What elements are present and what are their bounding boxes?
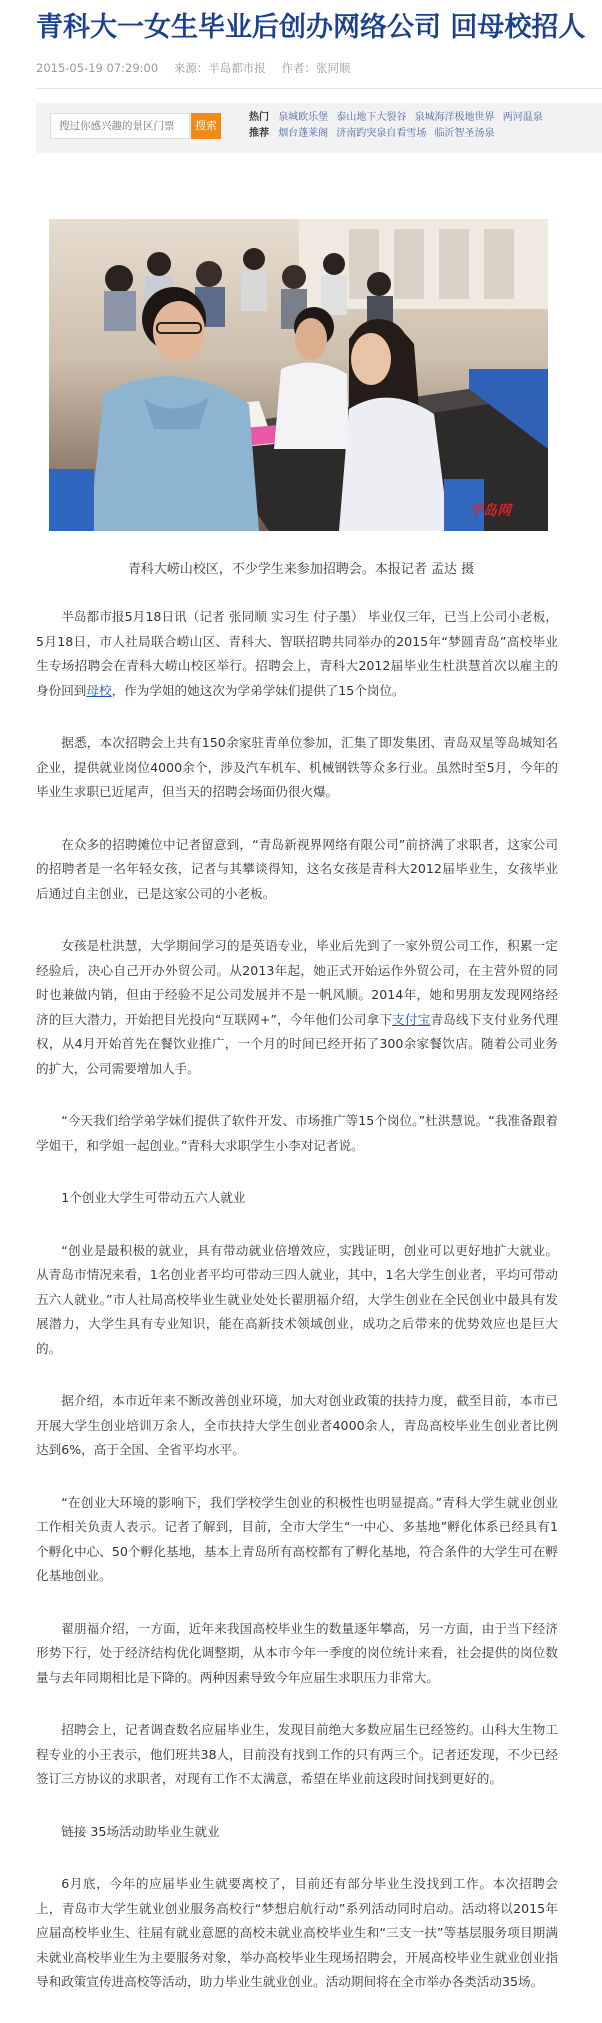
recommend-row [249, 126, 548, 142]
paragraph: 翟朋福介绍，一方面，近年来我国高校毕业生的数量逐年攀高，另一方面，由于当下经济形势下行，处于经济结构优化调整期，从本市今年一季度的岗位统计来看，社会提供的岗位数量与去年同期相比是下降的。两种因素导致今年应届生求职压力非常大。 [36, 1620, 558, 1685]
paragraph-text: 青岛线下支付业务代理权，从4月开始首先在餐饮业推广，一个月的时间已经开拓了300余家餐饮店。随着公司业务的扩大，公司需要增加人手。 [36, 1011, 559, 1076]
ticket-search-input[interactable] [50, 113, 190, 139]
article-title: 青科大一女生毕业后创办网络公司 回母校招人 [36, 12, 586, 43]
paragraph: 在众多的招聘摊位中记者留意到，“青岛新视界网络有限公司”前挤满了求职者，这家公司的招聘者是一名年轻女孩，记者与其攀谈得知，这名女孩是青科大2012届毕业生，女孩毕业后通过自主创业，已是这家公司的小老板。 [36, 836, 558, 901]
article-meta [0, 46, 602, 80]
paragraph: 据悉，本次招聘会上共有150余家驻青单位参加，汇集了即发集团、青岛双星等岛城知名企业，提供就业岗位4000余个，涉及汽车机车、机械钢铁等众多行业。虽然时至5月，今年的毕业生求职已近尾声，但当天的招聘会场面仍很火爆。 [36, 735, 558, 799]
paragraph: 据介绍，本市近年来不断改善创业环境，加大对创业政策的扶持力度，截至目前，本市已开展大学生创业培训万余人，全市扶持大学生创业者4000余人，青岛高校毕业生创业者比例达到6%，高于全国、全省平均水平。 [36, 1393, 558, 1457]
paragraph: “在创业大环境的影响下，我们学校学生创业的积极性也明显提高。”青科大学生就业创业工作相关负责人表示。记者了解到，目前，全市大学生“一中心、多基地”孵化体系已经具有1个孵化中心、50个孵化基地，基本上青岛所有高校都有了孵化基地，符合条件的大学生可在孵化基地创业。 [36, 1494, 558, 1583]
hot-link[interactable]: 泰山地下大裂谷 [336, 112, 407, 123]
hot-link[interactable]: 泉城海洋极地世界 [414, 112, 495, 123]
article-photo [49, 219, 548, 531]
ticket-search-bar [36, 103, 602, 153]
paragraph-text: 半岛都市报5月18日讯（记者 张同顺 实习生 付子墨） 毕业仅三年，已当上公司小老板，5月18日，市人社局联合崂山区、青科大、智联招聘共同举办的2015年“梦圆青岛”高校毕业生专场招聘会在青科大崂山校区举行。招聘会上，青科大2012届毕业生杜洪慧首次以雇主的身份回到 [36, 609, 558, 698]
hot-row [249, 110, 548, 126]
job-fair-photo [49, 219, 548, 531]
paragraph-text: 女孩是杜洪慧，大学期间学习的是英语专业，毕业后先到了一家外贸公司工作，积累一定经验后，决心自己开办外贸公司。从2013年起，她正式开始运作外贸公司，在主营外贸的同时也兼做内销，但由于经验不足公司发展并不是一帆风顺。2014年，她和男朋友发现网络经济的巨大潜力，开始把目光投向“互联网+”，今年他们公司拿下 [36, 938, 558, 1027]
recommend-label: 推荐 [249, 128, 269, 139]
article-author: 作者：张同顺 [281, 61, 351, 75]
paragraph [36, 934, 558, 1081]
paragraph [36, 605, 558, 703]
section-heading: 链接 35场活动助毕业生就业 [61, 1823, 220, 1839]
hot-link[interactable]: 泉城欧乐堡 [278, 112, 329, 123]
article-body [36, 605, 558, 2023]
recommend-link[interactable]: 济南趵突泉自看雪场 [336, 128, 427, 139]
alipay-link[interactable]: 支付宝 [392, 1011, 431, 1027]
paragraph: “今天我们给学弟学妹们提供了软件开发、市场推广等15个岗位。”杜洪慧说。“我准备跟着学姐干，和学姐一起创业。”青科大求职学生小李对记者说。 [36, 1113, 558, 1153]
paragraph: 招聘会上，记者调查数名应届毕业生，发现目前绝大多数应届生已经签约。山科大生物工程专业的小王表示，他们班共38人，目前没有找到工作的只有两三个。记者还发现，不少已经签订三方协议的求职者，对现有工作不太满意，希望在毕业前这段时间找到更好的。 [36, 1722, 558, 1786]
paragraph: “创业是最积极的就业，具有带动就业倍增效应，实践证明，创业可以更好地扩大就业。从青岛市情况来看，1名创业者平均可带动三四人就业，其中，1名大学生创业者，平均可带动五六人就业。”市人社局高校毕业生就业处处长翟朋福介绍，大学生创业在全民创业中最具有发展潜力，大学生具有专业知识，能在高新技术领域创业，成功之后带来的优势效应也是巨大的。 [36, 1242, 558, 1356]
recommend-link[interactable]: 临沂智圣汤泉 [434, 128, 495, 139]
hot-links [249, 110, 548, 142]
search-button[interactable]: 搜索 [191, 113, 221, 139]
publish-date: 2015-05-19 07:29:00 [36, 61, 159, 75]
hot-label: 热门 [249, 112, 269, 123]
article-source: 来源：半岛都市报 [173, 61, 266, 75]
alma-mater-link[interactable]: 母校 [86, 682, 112, 698]
section-heading: 1个创业大学生可带动五六人就业 [61, 1190, 246, 1205]
recommend-link[interactable]: 烟台蓬莱阁 [278, 128, 329, 139]
meta-divider [36, 88, 602, 89]
hot-link[interactable]: 两河温泉 [502, 112, 543, 123]
photo-caption: 青科大崂山校区，不少学生来参加招聘会。本报记者 孟达 摄 [127, 562, 475, 577]
paragraph: 6月底，今年的应届毕业生就要离校了，目前还有部分毕业生没找到工作。本次招聘会上，青岛市大学生就业创业服务高校行“梦想启航行动”系列活动同时启动。活动将以2015年应届高校毕业生、往届有就业意愿的高校未就业高校毕业生和“三支一扶”等基层服务项目期满未就业高校毕业生为主要服务对象，举办高校毕业生现场招聘会，开展高校毕业生就业创业指导和政策宣传进高校等活动，助力毕业生就业创业。活动期间将在全市举办各类活动35场。 [36, 1876, 558, 1989]
watermark-logo: 半岛网 [469, 503, 511, 519]
paragraph-text: ，作为学姐的她这次为学弟学妹们提供了15个岗位。 [111, 682, 405, 698]
